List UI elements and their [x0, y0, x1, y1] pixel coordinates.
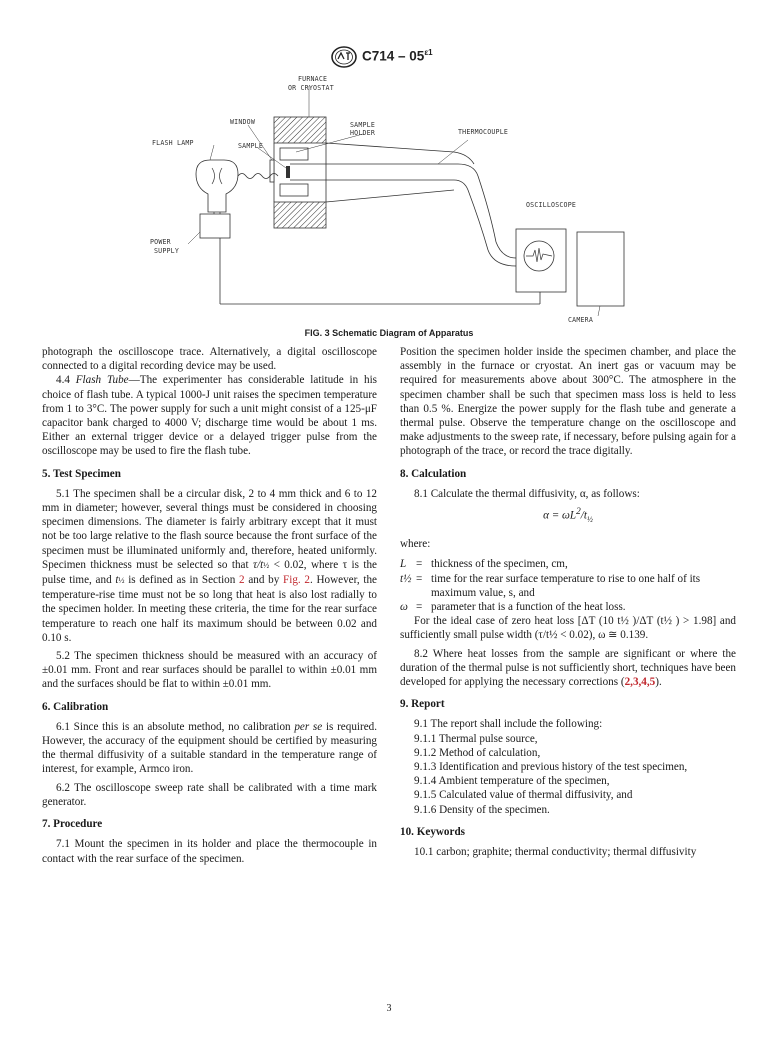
label-supply: SUPPLY — [154, 247, 180, 255]
references-link[interactable]: 2,3,4,5 — [624, 676, 656, 688]
section-2-link[interactable]: 2 — [239, 574, 245, 587]
label-sample-holder-2: HOLDER — [350, 129, 376, 137]
section-heading-7: 7. Procedure — [42, 818, 103, 831]
paragraph-8-2: 8.2 Where heat losses from the sample are significant or where the duration of the thermal pulse is not sufficiently short, techniques have been developed for applying the necessary corrections (2,3,4,5). — [400, 647, 736, 688]
paragraph-9-1: 9.1 The report shall include the following: — [414, 718, 603, 731]
window — [270, 160, 274, 182]
section-heading-10: 10. Keywords — [400, 825, 465, 838]
paragraph-9-1-5: 9.1.5 Calculated value of thermal diffusivity, and — [414, 789, 633, 802]
label-furnace: FURNACE — [298, 75, 328, 83]
camera-box — [577, 232, 624, 306]
paragraph-9-1-3: 9.1.3 Identification and previous history of the test specimen, — [414, 761, 688, 774]
where-label: where: — [400, 538, 431, 551]
paragraph-ideal-case: For the ideal case of zero heat loss [ΔT (10 t½ )/ΔT (t½ ) > 1.98] and sufficiently small pulse width (τ/t½ < 0.02), ω ≅ 0.139. — [400, 615, 736, 642]
paragraph-5-1: 5.1 The specimen shall be a circular disk, 2 to 4 mm thick and 6 to 12 mm in diameter; however, several things must be considered in choosing specimen dimensions. The diameter is fairly arbitrary except that it must not be too large relative to the flash source because the front surface of the specimen must be illuminated uniformly and, therefore, heated uniformly. Specimen thickness must be selected so that τ/t½ < 0.02, where τ is the pulse time, and t½ is defined as in Section 2 and by Fig. 2. However, the temperature-rise time must not be so long that heat is also lost radially to the specimen holder. In meeting these criteria, the time for the rear surface temperature to reach one half its maximum should be between 0.02 and 0.10 s. — [42, 487, 377, 644]
figure-caption: FIG. 3 Schematic Diagram of Apparatus — [304, 328, 474, 338]
paragraph-9-1-2: 9.1.2 Method of calculation, — [414, 746, 541, 759]
left-column — [42, 345, 377, 866]
document-designation: $C714 - 05^{\varepsilon 1}$ — [362, 48, 433, 64]
furnace-top-block — [274, 117, 326, 143]
paragraph-6-2: 6.2 The oscilloscope sweep rate shall be calibrated with a time mark generator. — [42, 781, 377, 808]
flash-lamp — [196, 160, 238, 212]
diffusivity-equation: $\alpha = \omega L^2/t_{\frac{1}{2}}$ — [543, 507, 593, 524]
definition-omega: ω = parameter that is a function of the heat loss. — [400, 600, 626, 613]
paragraph-7-1: 7.1 Mount the specimen in its holder and place the thermocouple in contact with the rear surface of the specimen. — [42, 838, 377, 865]
paragraph-9-1-1: 9.1.1 Thermal pulse source, — [414, 732, 538, 745]
fig-2-link[interactable]: Fig. 2 — [283, 574, 310, 587]
sample-disk — [286, 166, 290, 178]
paragraph-7-1-continued: Position the specimen holder inside the specimen chamber, and place the assembly in the furnace or cryostat. An inert gas or vacuum may be required for measurements above about 300°C. The atmosphere in the specimen chamber shall be such that specimen mass loss is held to less than 0.5 %. Energize the power supply for the flash tube and generate a thermal pulse. Observe the temperature change on the oscilloscope and make adjustments to the sweep rate, if necessary, before pulsing again for a photograph of the trace, or record the trace digitally. — [400, 346, 736, 458]
paragraph-5-2: 5.2 The specimen thickness should be measured with an accuracy of ±0.01 mm. Front and rear surfaces should be parallel to within ±0.01 mm and the surfaces should be flat to within ±0.01 mm. — [42, 650, 377, 691]
paragraph-6-1: 6.1 Since this is an absolute method, no calibration per se is required. However, the accuracy of the equipment should be certified by measuring the thermal diffusivity of a suitable standard in the temperature range of interest, for example, Armco iron. — [42, 720, 378, 776]
paragraph-8-1: 8.1 Calculate the thermal diffusivity, α, as follows: — [414, 487, 640, 500]
paragraph-9-1-6: 9.1.6 Density of the specimen. — [414, 803, 550, 816]
definition-t-half: t½ = time for the rear surface temperature to rise to one half of its maximum value, s, and — [400, 572, 701, 599]
paragraph-10-1: 10.1 carbon; graphite; thermal conductivity; thermal diffusivity — [414, 846, 697, 859]
paragraph-continued: photograph the oscilloscope trace. Alternatively, a digital oscilloscope connected to a digital recording device may be used. — [42, 346, 377, 373]
label-flash-lamp: FLASH LAMP — [152, 139, 194, 147]
label-camera: CAMERA — [568, 316, 594, 324]
astm-logo-icon — [331, 46, 357, 68]
label-power: POWER — [150, 238, 171, 246]
label-or-cryostat: OR CRYOSTAT — [288, 84, 334, 92]
label-sample-holder-1: SAMPLE — [350, 121, 376, 129]
label-sample: SAMPLE — [238, 142, 264, 150]
apparatus-diagram — [138, 72, 648, 330]
power-supply-box — [200, 214, 230, 238]
page-number: 3 — [386, 1003, 392, 1014]
right-column — [400, 345, 736, 859]
furnace-bottom-block — [274, 202, 326, 228]
definition-L: L = thickness of the specimen, cm, — [400, 558, 568, 571]
section-heading-5: 5. Test Specimen — [42, 467, 121, 480]
paragraph-4-4: 4.4 Flash Tube—The experimenter has considerable latitude in his choice of flash tube. A typical 1000-J unit raises the specimen temperature from 1 to 3°C. The power supply for such a unit might consist of a 125-μF capacitor bank charged to 4000 V; discharge time would be about 1 ms. Either an external trigger device or a delayed trigger pulse from the oscilloscope may be used to fire the flash tube. — [42, 374, 377, 458]
label-oscilloscope: OSCILLOSCOPE — [526, 201, 577, 209]
label-thermocouple: THERMOCOUPLE — [458, 128, 509, 136]
apparatus-svg — [138, 72, 648, 330]
sample-holder-lower — [280, 184, 308, 196]
section-heading-9: 9. Report — [400, 698, 445, 711]
section-heading-8: 8. Calculation — [400, 467, 467, 480]
variable-definitions — [400, 557, 736, 614]
page-header — [0, 44, 778, 70]
section-heading-6: 6. Calibration — [42, 700, 109, 713]
paragraph-9-1-4: 9.1.4 Ambient temperature of the specimen, — [414, 775, 610, 788]
label-window: WINDOW — [230, 118, 256, 126]
